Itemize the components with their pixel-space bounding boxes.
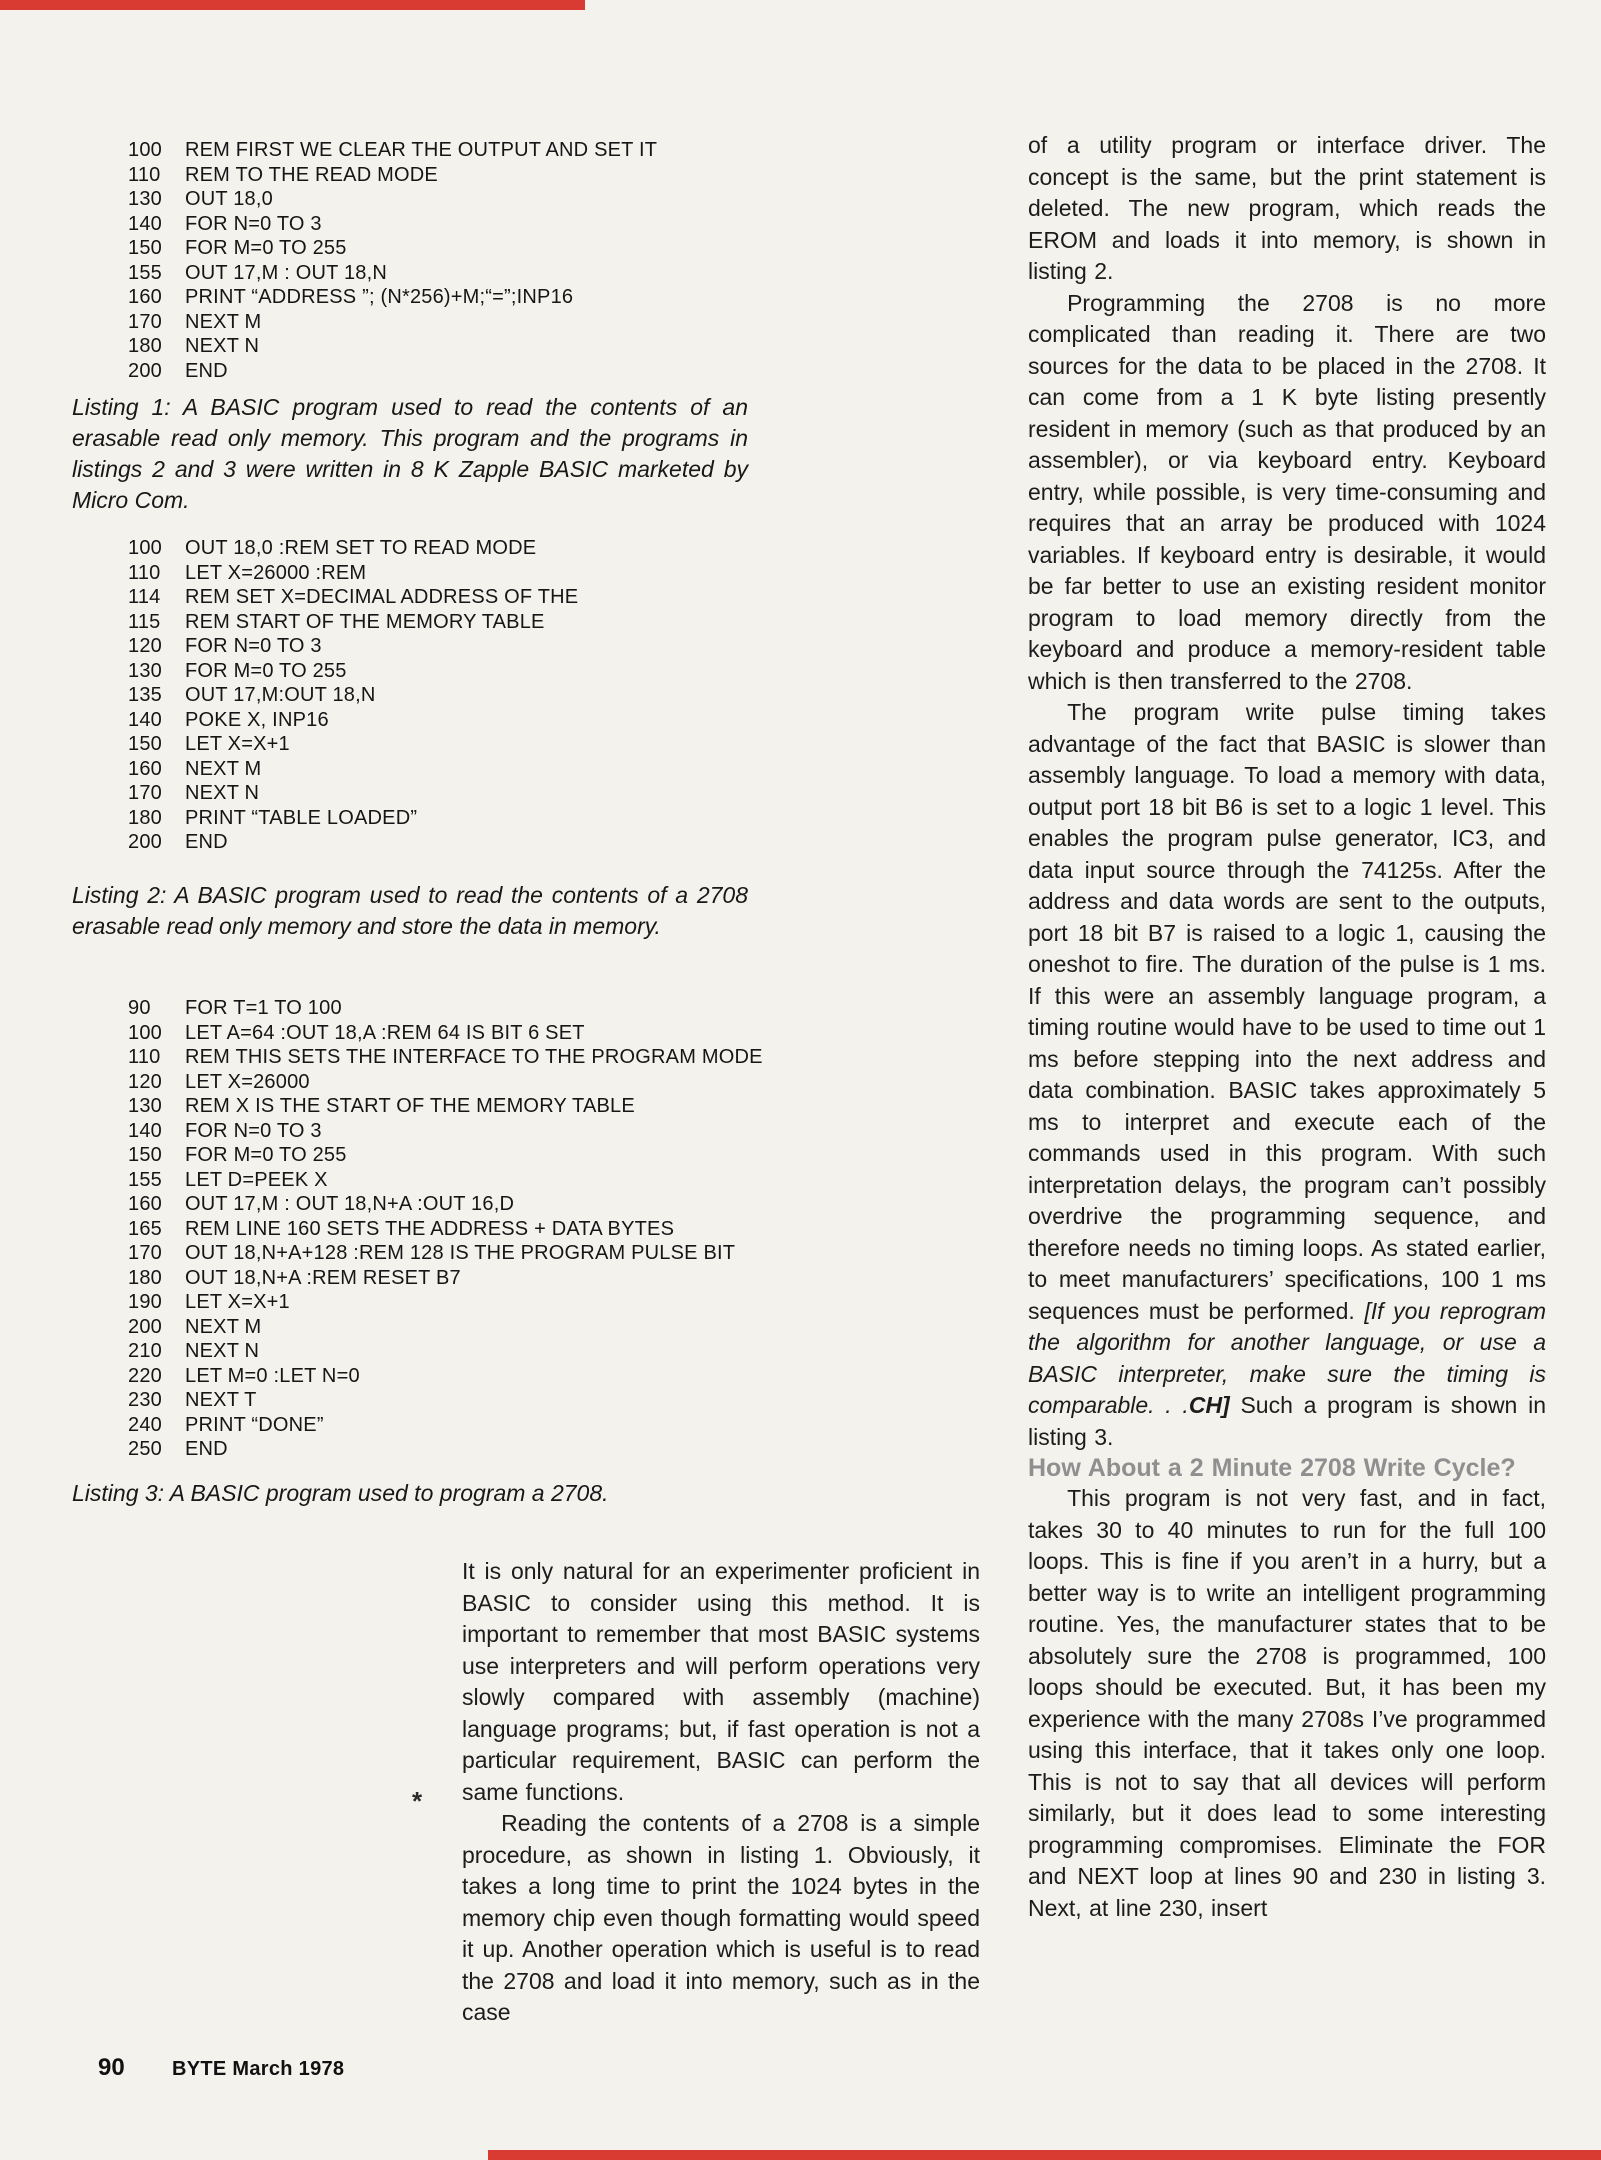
code-line bbox=[128, 1413, 763, 1438]
code-line-text: LET X=26000 bbox=[185, 1070, 310, 1093]
code-line-text: LET X=X+1 bbox=[185, 1291, 290, 1313]
code-line-number: 140 bbox=[128, 1119, 162, 1142]
code-line-text: REM THIS SETS THE INTERFACE TO THE PROGRAM MODE bbox=[185, 1046, 763, 1068]
code-line bbox=[128, 1070, 763, 1095]
code-line-number: 155 bbox=[128, 1168, 162, 1191]
code-line-number: 100 bbox=[128, 1021, 162, 1044]
code-line-text: LET X=X+1 bbox=[185, 733, 290, 755]
code-line-number: 115 bbox=[128, 610, 161, 633]
code-line-text: FOR M=0 TO 255 bbox=[185, 659, 347, 682]
code-line bbox=[128, 634, 578, 659]
code-line-text: OUT 18,N+A+128 :REM 128 IS THE PROGRAM PULSE BIT bbox=[185, 1242, 736, 1264]
code-line bbox=[128, 536, 578, 561]
code-line-number: 90 bbox=[128, 997, 151, 1019]
code-line bbox=[128, 1045, 763, 1070]
code-line bbox=[128, 1119, 763, 1144]
code-line-number: 155 bbox=[128, 261, 162, 284]
code-line-text: REM SET X=DECIMAL ADDRESS OF THE bbox=[185, 586, 579, 608]
code-line-number: 110 bbox=[128, 1046, 161, 1068]
code-line-number: 120 bbox=[128, 635, 162, 657]
code-line bbox=[128, 163, 657, 188]
code-line-number: 100 bbox=[128, 139, 162, 161]
listing-1-caption: Listing 1: A BASIC program used to read the contents of an erasable read only memory. This program and the programs in listings 2 and 3 were written in 8 K Zapple BASIC marketed by Micro Com. bbox=[72, 394, 748, 513]
code-line bbox=[128, 708, 578, 733]
code-line-number: 170 bbox=[128, 310, 162, 333]
code-line-text: FOR N=0 TO 3 bbox=[185, 212, 322, 235]
code-line-number: 220 bbox=[128, 1364, 162, 1387]
code-line-text: NEXT T bbox=[185, 1389, 257, 1411]
code-line-text: PRINT “DONE” bbox=[185, 1413, 324, 1436]
paragraph: It is only natural for an experimenter proficient in BASIC to consider using this method. It is important to remember that most BASIC systems use interpreters and will perform operations very slowly compared with assembly (machine) language programs; but, if fast operation is not a particular requirement, BASIC can perform the same functions. bbox=[462, 1558, 980, 1805]
right-column bbox=[1028, 130, 1546, 1924]
code-line-text: REM START OF THE MEMORY TABLE bbox=[185, 610, 545, 633]
paragraph-text: Such a program is shown in listing 3. bbox=[1028, 1392, 1546, 1450]
code-line-number: 110 bbox=[128, 561, 161, 584]
code-line bbox=[128, 261, 657, 286]
code-line bbox=[128, 830, 578, 855]
code-line bbox=[128, 1241, 763, 1266]
code-line-number: 200 bbox=[128, 831, 162, 853]
code-line-text: NEXT N bbox=[185, 782, 260, 804]
code-line bbox=[128, 732, 578, 757]
listing-1-code bbox=[128, 138, 657, 383]
editor-initials: CH] bbox=[1188, 1392, 1230, 1418]
code-line bbox=[128, 1217, 763, 1242]
code-line-number: 180 bbox=[128, 335, 162, 357]
code-line bbox=[128, 285, 657, 310]
code-line-number: 150 bbox=[128, 733, 162, 755]
listing-2-code bbox=[128, 536, 578, 855]
paragraph: Reading the contents of a 2708 is a simple procedure, as shown in listing 1. Obviously, it takes a long time to print the 1024 bytes in the memory chip even though formatting would speed it up. Another operation which is useful is to read the 2708 and load it into memory, such as in the case bbox=[462, 1810, 980, 2025]
paragraph: Programming the 2708 is no more complicated than reading it. There are two sources for the data to be placed in the 2708. It can come from a 1 K byte listing presently resident in memory (such as that produced by an assembler), or via keyboard entry. Keyboard entry, while possible, is very time-consuming and requires that an array be produced with 1024 variables. If keyboard entry is desirable, it would be far better to use an existing resident monitor program to load memory directly from the keyboard and produce a memory-resident table which is then transferred to the 2708. bbox=[1028, 289, 1546, 694]
code-line-text: END bbox=[185, 831, 228, 853]
code-line-text: LET A=64 :OUT 18,A :REM 64 IS BIT 6 SET bbox=[185, 1021, 585, 1044]
code-line-text: OUT 18,N+A :REM RESET B7 bbox=[185, 1266, 461, 1289]
code-line bbox=[128, 359, 657, 384]
code-line bbox=[128, 1388, 763, 1413]
magazine-credit: BYTE March 1978 bbox=[172, 2058, 345, 2080]
code-line-text: NEXT N bbox=[185, 335, 260, 357]
code-line-number: 230 bbox=[128, 1389, 162, 1411]
code-line-number: 130 bbox=[128, 1095, 162, 1117]
code-line bbox=[128, 1094, 763, 1119]
code-line-text: NEXT M bbox=[185, 310, 262, 333]
code-line-number: 140 bbox=[128, 708, 162, 731]
code-line-text: FOR T=1 TO 100 bbox=[185, 997, 342, 1019]
code-line bbox=[128, 1266, 763, 1291]
code-line-text: END bbox=[185, 1438, 228, 1460]
code-line-number: 135 bbox=[128, 684, 162, 706]
code-line-number: 190 bbox=[128, 1291, 162, 1313]
code-line bbox=[128, 1168, 763, 1193]
code-line bbox=[128, 610, 578, 635]
code-line bbox=[128, 1315, 763, 1340]
code-line-number: 160 bbox=[128, 1193, 162, 1215]
code-line bbox=[128, 1143, 763, 1168]
code-line-number: 160 bbox=[128, 757, 162, 780]
code-line-text: OUT 17,M : OUT 18,N+A :OUT 16,D bbox=[185, 1193, 515, 1215]
code-line-number: 140 bbox=[128, 212, 162, 235]
code-line-text: FOR N=0 TO 3 bbox=[185, 635, 322, 657]
code-line-number: 240 bbox=[128, 1413, 162, 1436]
code-line bbox=[128, 310, 657, 335]
code-line-number: 150 bbox=[128, 1144, 162, 1166]
code-line bbox=[128, 561, 578, 586]
code-line bbox=[128, 585, 578, 610]
code-line-text: REM X IS THE START OF THE MEMORY TABLE bbox=[185, 1095, 635, 1117]
code-line bbox=[128, 138, 657, 163]
listing-3-caption: Listing 3: A BASIC program used to program a 2708. bbox=[72, 1480, 609, 1506]
code-line-number: 165 bbox=[128, 1217, 162, 1240]
code-line-text: OUT 17,M : OUT 18,N bbox=[185, 261, 388, 284]
code-line-text: NEXT M bbox=[185, 757, 262, 780]
listing-2-caption: Listing 2: A BASIC program used to read the contents of a 2708 erasable read only memory and store the data in memory. bbox=[72, 882, 748, 939]
code-line bbox=[128, 236, 657, 261]
code-line-number: 100 bbox=[128, 537, 162, 559]
code-line bbox=[128, 996, 763, 1021]
code-line bbox=[128, 1437, 763, 1462]
code-line-text: OUT 18,0 bbox=[185, 188, 273, 210]
code-line bbox=[128, 187, 657, 212]
code-line bbox=[128, 212, 657, 237]
paragraph-text: The program write pulse timing takes advantage of the fact that BASIC is slower than assembly language. To load a memory with data, output port 18 bit B6 is set to a logic 1 level. This enables the program pulse generator, IC3, and data input source through the 74125s. After the address and data words are sent to the outputs, port 18 bit B7 is raised to a logic 1, causing the oneshot to fire. The duration of the pulse is 1 ms. If this were an assembly language program, a timing routine would have to be used to time out 1 ms before stepping into the next address and data combination. BASIC takes approximately 5 ms to interpret and execute each of the commands used in this program. With such interpretation delays, the program can’t possibly overdrive the programming sequence, and therefore needs no timing loops. As stated earlier, to meet manufacturers’ specifications, 100 1 ms sequences must be performed. bbox=[1028, 699, 1546, 1324]
page-number: 90 bbox=[98, 2054, 125, 2081]
code-line-number: 200 bbox=[128, 1315, 162, 1338]
code-line-text: NEXT M bbox=[185, 1315, 262, 1338]
code-line-text: END bbox=[185, 359, 228, 382]
code-line-number: 114 bbox=[128, 586, 161, 608]
code-line-number: 160 bbox=[128, 286, 162, 308]
code-line-text: OUT 17,M:OUT 18,N bbox=[185, 684, 376, 706]
code-line-text: REM LINE 160 SETS THE ADDRESS + DATA BYTES bbox=[185, 1217, 675, 1240]
code-line-text: POKE X, INP16 bbox=[185, 708, 329, 731]
scan-edge-artifact-top bbox=[0, 0, 585, 10]
code-line-text: PRINT “TABLE LOADED” bbox=[185, 806, 418, 829]
editor-note-italic: [If you reprogram the algorithm for another language, or use a BASIC interpreter, make sure the timing is comparable. . . bbox=[1028, 1297, 1546, 1418]
code-line-number: 130 bbox=[128, 188, 162, 210]
code-line-text: REM FIRST WE CLEAR THE OUTPUT AND SET IT bbox=[185, 139, 658, 161]
print-artifact-mark: * bbox=[412, 1786, 423, 1816]
code-line bbox=[128, 806, 578, 831]
code-line-number: 180 bbox=[128, 1266, 162, 1289]
scan-edge-artifact-bottom bbox=[488, 2150, 1601, 2160]
code-line-number: 200 bbox=[128, 359, 162, 382]
code-line-text: OUT 18,0 :REM SET TO READ MODE bbox=[185, 537, 537, 559]
code-line bbox=[128, 1021, 763, 1046]
listing-3-code bbox=[128, 996, 763, 1462]
middle-column bbox=[462, 1556, 980, 2029]
code-line-number: 150 bbox=[128, 237, 162, 259]
code-line-text: FOR M=0 TO 255 bbox=[185, 1144, 347, 1166]
code-line-text: LET M=0 :LET N=0 bbox=[185, 1364, 360, 1387]
code-line bbox=[128, 1290, 763, 1315]
code-line bbox=[128, 659, 578, 684]
code-line bbox=[128, 683, 578, 708]
code-line-text: PRINT “ADDRESS ”; (N*256)+M;“=”;INP16 bbox=[185, 286, 574, 308]
code-line-number: 180 bbox=[128, 806, 162, 829]
paragraph: This program is not very fast, and in fact, takes 30 to 40 minutes to run for the full 100 loops. This is fine if you aren’t in a hurry, but a better way is to write an intelligent programming routine. Yes, the manufacturer states that to be absolutely sure the 2708 is programmed, 100 loops should be executed. But, it has been my experience with the many 2708s I’ve programmed using this interface, that it takes only one loop. This is not to say that all devices will perform similarly, but it does lead to some interesting programming compromises. Eliminate the FOR and NEXT loop at lines 90 and 230 in listing 3. Next, at line 230, insert bbox=[1028, 1485, 1546, 1921]
code-line bbox=[128, 1339, 763, 1364]
code-line-number: 250 bbox=[128, 1438, 162, 1460]
code-line bbox=[128, 1192, 763, 1217]
code-line-number: 170 bbox=[128, 1242, 162, 1264]
code-line-number: 110 bbox=[128, 163, 161, 186]
code-line-text: NEXT N bbox=[185, 1340, 260, 1362]
code-line-text: FOR M=0 TO 255 bbox=[185, 237, 347, 259]
code-line-number: 170 bbox=[128, 782, 162, 804]
code-line-text: REM TO THE READ MODE bbox=[185, 163, 438, 186]
section-heading: How About a 2 Minute 2708 Write Cycle? bbox=[1028, 1454, 1516, 1482]
code-line bbox=[128, 757, 578, 782]
code-line bbox=[128, 781, 578, 806]
code-line-text: FOR N=0 TO 3 bbox=[185, 1119, 322, 1142]
code-line-text: LET X=26000 :REM bbox=[185, 561, 367, 584]
paragraph bbox=[1028, 697, 1546, 1453]
code-line-number: 210 bbox=[128, 1340, 162, 1362]
code-line-number: 120 bbox=[128, 1070, 162, 1093]
code-line bbox=[128, 1364, 763, 1389]
code-line bbox=[128, 334, 657, 359]
paragraph: of a utility program or interface driver. The concept is the same, but the print statement is deleted. The new program, which reads the EROM and loads it into memory, is shown in listing 2. bbox=[1028, 132, 1546, 284]
code-line-number: 130 bbox=[128, 659, 162, 682]
code-line-text: LET D=PEEK X bbox=[185, 1168, 328, 1191]
